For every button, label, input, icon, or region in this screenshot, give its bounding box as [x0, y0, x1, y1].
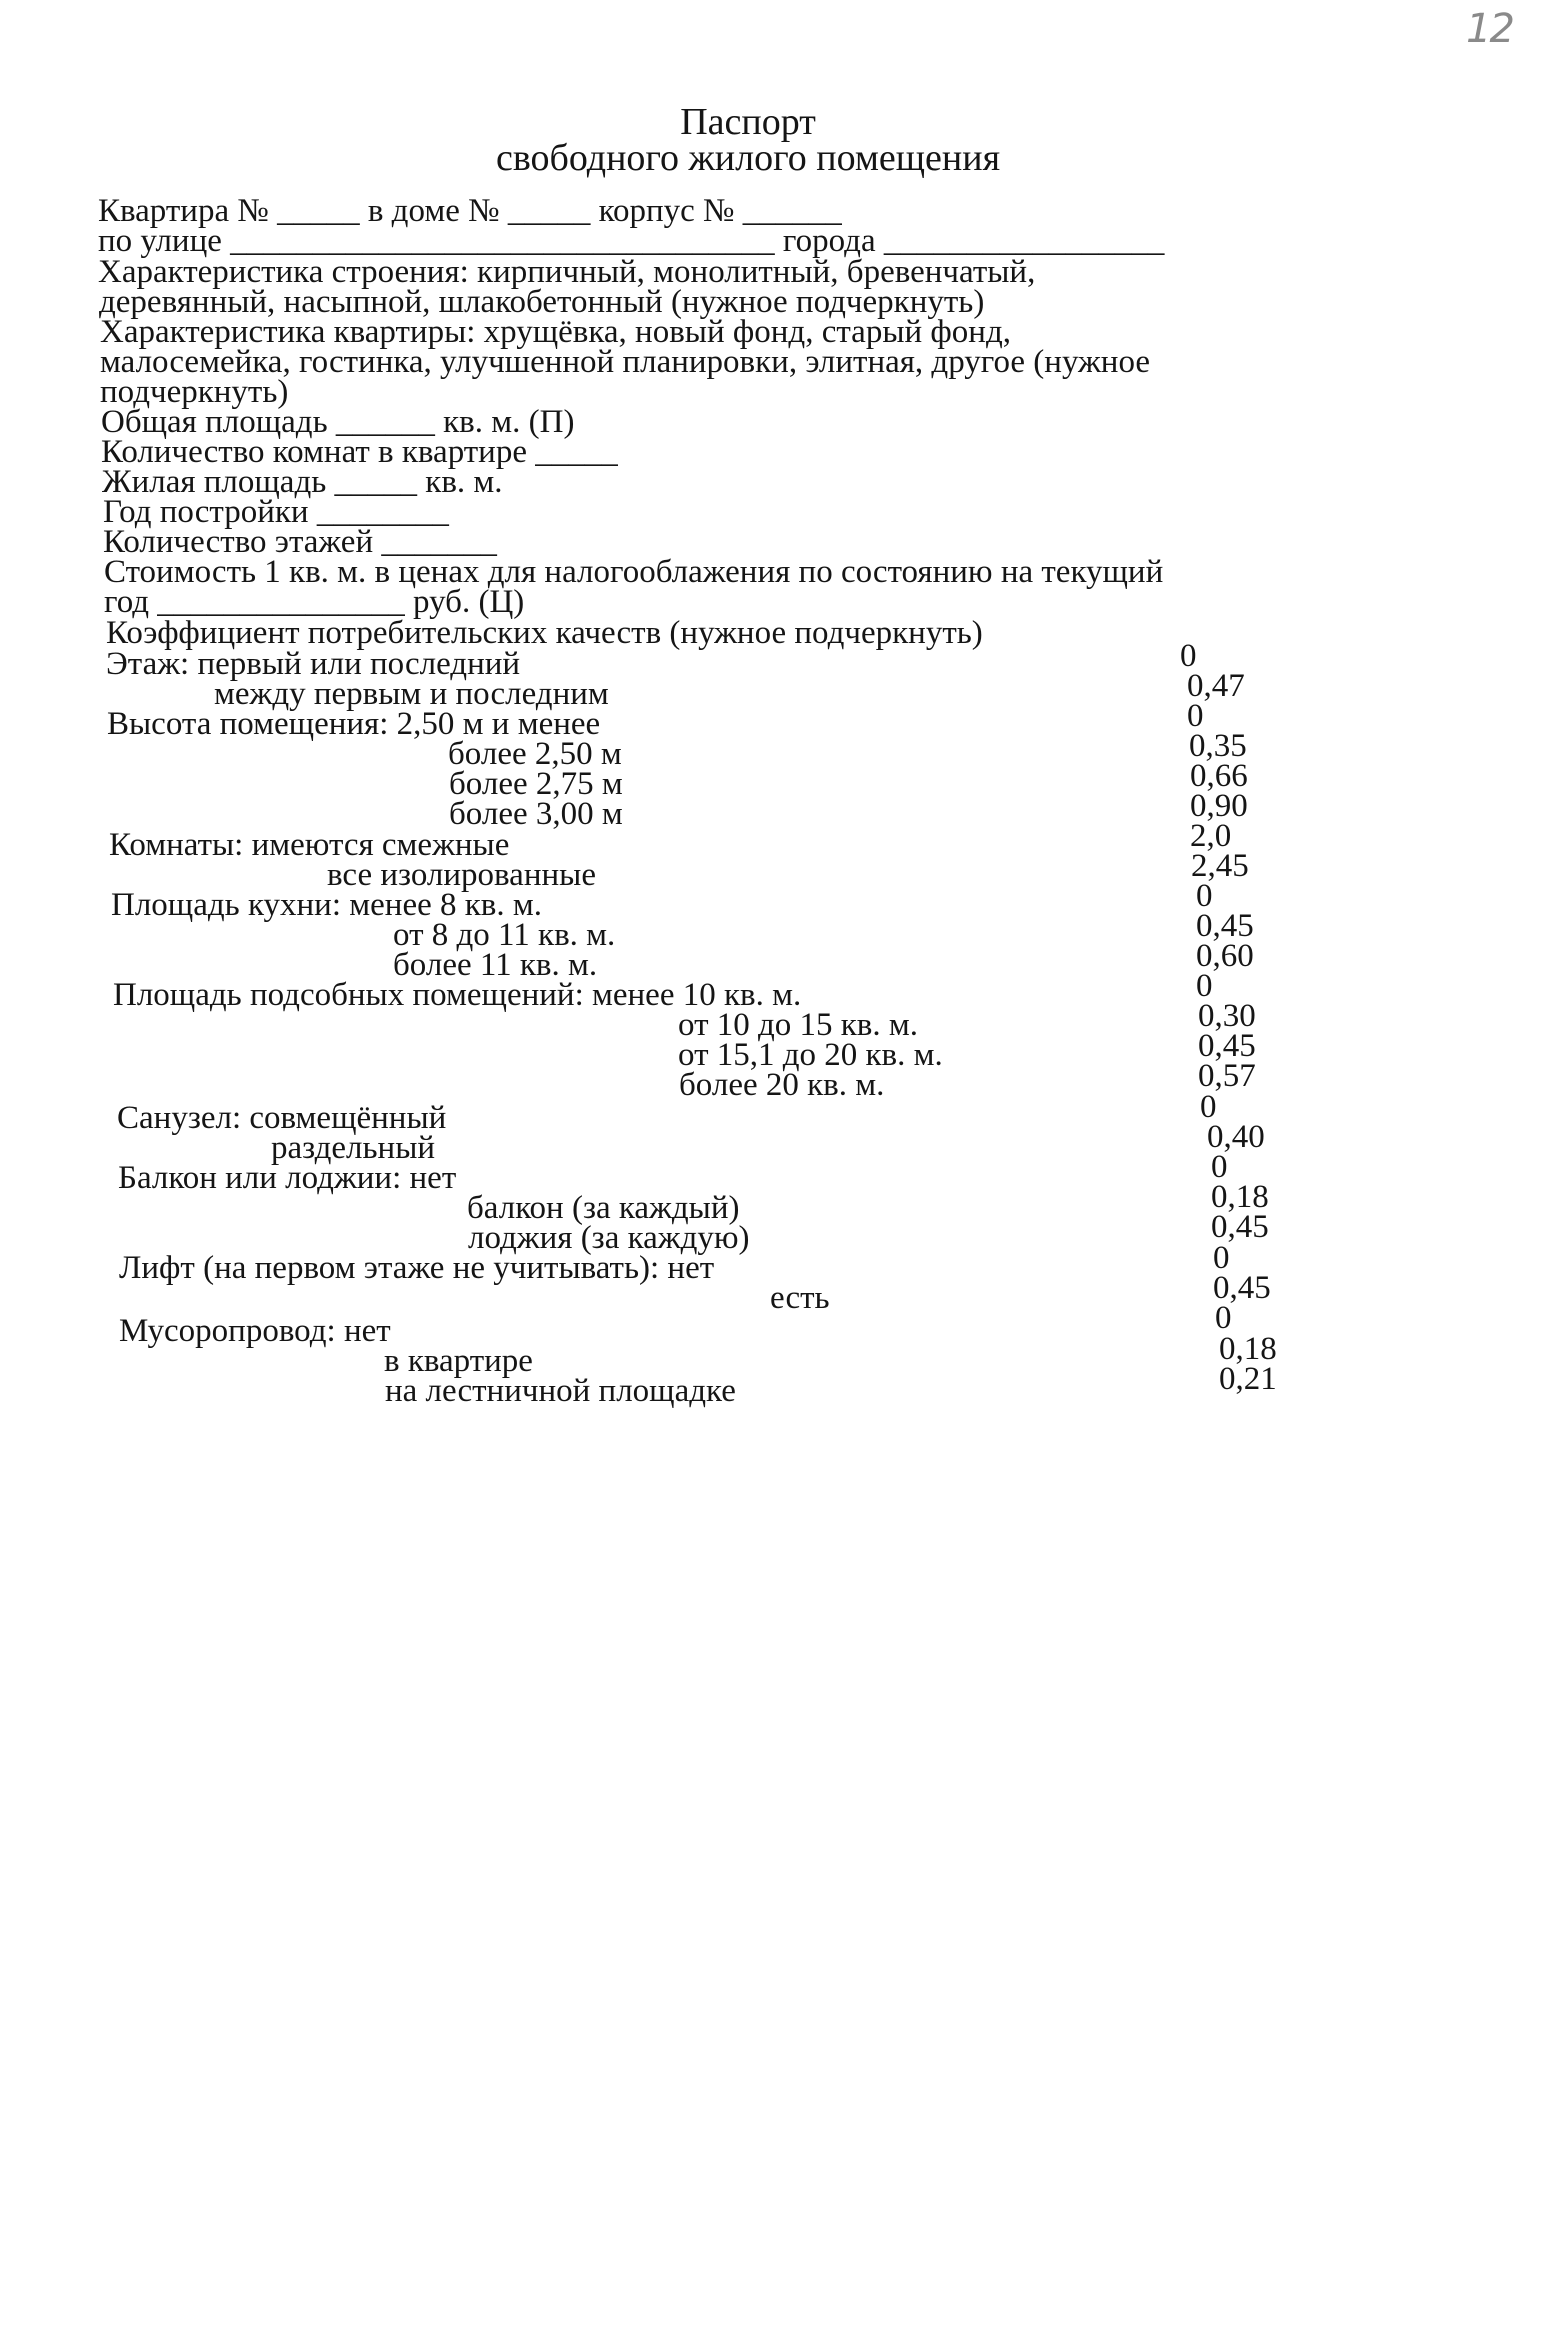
building-type-line-2: деревянный, насыпной, шлакобетонный (нужное подчеркнуть) — [99, 284, 985, 320]
field-street-city: по улице _________________________________ города _________________ — [98, 223, 1165, 259]
field-floor-count: Количество этажей _______ — [103, 524, 497, 560]
coef-value: 0,18 — [1211, 1179, 1269, 1215]
field-apartment-address: Квартира № _____ в доме № _____ корпус № ______ — [98, 193, 842, 229]
coef-label: более 2,75 м — [449, 766, 623, 802]
coef-label: Балкон или лоджии: нет — [118, 1160, 457, 1196]
document-subtitle: свободного жилого помещения — [495, 137, 1001, 179]
coef-label: между первым и последним — [214, 676, 609, 712]
field-room-count: Количество комнат в квартире _____ — [101, 434, 618, 470]
coef-label: раздельный — [271, 1130, 436, 1166]
coef-value: 0,45 — [1196, 908, 1254, 944]
coef-value: 0 — [1211, 1149, 1228, 1185]
coef-label: Площадь кухни: менее 8 кв. м. — [111, 887, 542, 923]
field-total-area: Общая площадь ______ кв. м. (П) — [101, 404, 575, 440]
coef-label: Мусоропровод: нет — [119, 1313, 391, 1349]
coef-label: Комнаты: имеются смежные — [109, 827, 510, 863]
coef-value: 0,45 — [1198, 1028, 1256, 1064]
coef-label: от 10 до 15 кв. м. — [678, 1007, 919, 1043]
coef-value: 0 — [1196, 968, 1213, 1004]
coef-value: 0,60 — [1196, 938, 1254, 974]
coef-value: 0,45 — [1211, 1209, 1269, 1245]
page-number: 12 — [1466, 6, 1513, 52]
coef-label: более 11 кв. м. — [393, 947, 598, 983]
coef-label: в квартире — [384, 1343, 533, 1379]
apartment-type-line-2: малосемейка, гостинка, улучшенной планировки, элитная, другое (нужное — [100, 344, 1151, 380]
coef-label: балкон (за каждый) — [467, 1190, 740, 1226]
coef-value: 2,45 — [1191, 848, 1249, 884]
field-cost-per-m2: Стоимость 1 кв. м. в ценах для налогооблажения по состоянию на текущий — [104, 554, 1164, 590]
coef-label: Лифт (на первом этаже не учитывать): нет — [119, 1250, 715, 1286]
coef-value: 0,66 — [1190, 758, 1248, 794]
coef-value: 0 — [1196, 878, 1213, 914]
coef-label: лоджия (за каждую) — [468, 1220, 750, 1256]
coef-value: 0 — [1215, 1300, 1232, 1336]
coef-label: на лестничной площадке — [385, 1373, 736, 1409]
coef-value: 0,35 — [1189, 728, 1247, 764]
coef-value: 0,45 — [1213, 1270, 1271, 1306]
coef-value: 0,57 — [1198, 1058, 1256, 1094]
coef-label: от 8 до 11 кв. м. — [393, 917, 616, 953]
coef-label: все изолированные — [327, 857, 596, 893]
coef-label: Площадь подсобных помещений: менее 10 кв. м. — [113, 977, 802, 1013]
apartment-type-line-3: подчеркнуть) — [100, 374, 289, 410]
coef-label: от 15,1 до 20 кв. м. — [678, 1037, 943, 1073]
coef-label: Санузел: совмещённый — [117, 1100, 447, 1136]
coef-label: более 2,50 м — [448, 736, 622, 772]
field-year-built: Год постройки ________ — [103, 494, 449, 530]
coef-label: Высота помещения: 2,50 м и менее — [107, 706, 601, 742]
coef-value: 0 — [1213, 1240, 1230, 1276]
coef-value: 0 — [1187, 698, 1204, 734]
coef-label: есть — [770, 1280, 830, 1316]
coefficient-heading: Коэффициент потребительских качеств (нужное подчеркнуть) — [106, 615, 983, 651]
field-cost-year: год _______________ руб. (Ц) — [104, 584, 525, 620]
document-title: Паспорт — [680, 101, 816, 143]
coef-value: 0 — [1180, 638, 1197, 674]
field-living-area: Жилая площадь _____ кв. м. — [102, 464, 503, 500]
coef-label: более 20 кв. м. — [679, 1067, 885, 1103]
coef-value: 0,40 — [1207, 1119, 1265, 1155]
apartment-type-line: Характеристика квартиры: хрущёвка, новый фонд, старый фонд, — [100, 314, 1011, 350]
building-type-line: Характеристика строения: кирпичный, монолитный, бревенчатый, — [98, 254, 1036, 290]
coef-label: Этаж: первый или последний — [106, 646, 521, 682]
coef-value: 0,30 — [1198, 998, 1256, 1034]
coef-value: 0,21 — [1219, 1361, 1277, 1397]
coef-value: 0,90 — [1190, 788, 1248, 824]
coef-value: 0 — [1200, 1089, 1217, 1125]
coef-label: более 3,00 м — [449, 796, 623, 832]
coef-value: 0,18 — [1219, 1331, 1277, 1367]
coef-value: 2,0 — [1190, 818, 1232, 854]
coef-value: 0,47 — [1187, 668, 1245, 704]
